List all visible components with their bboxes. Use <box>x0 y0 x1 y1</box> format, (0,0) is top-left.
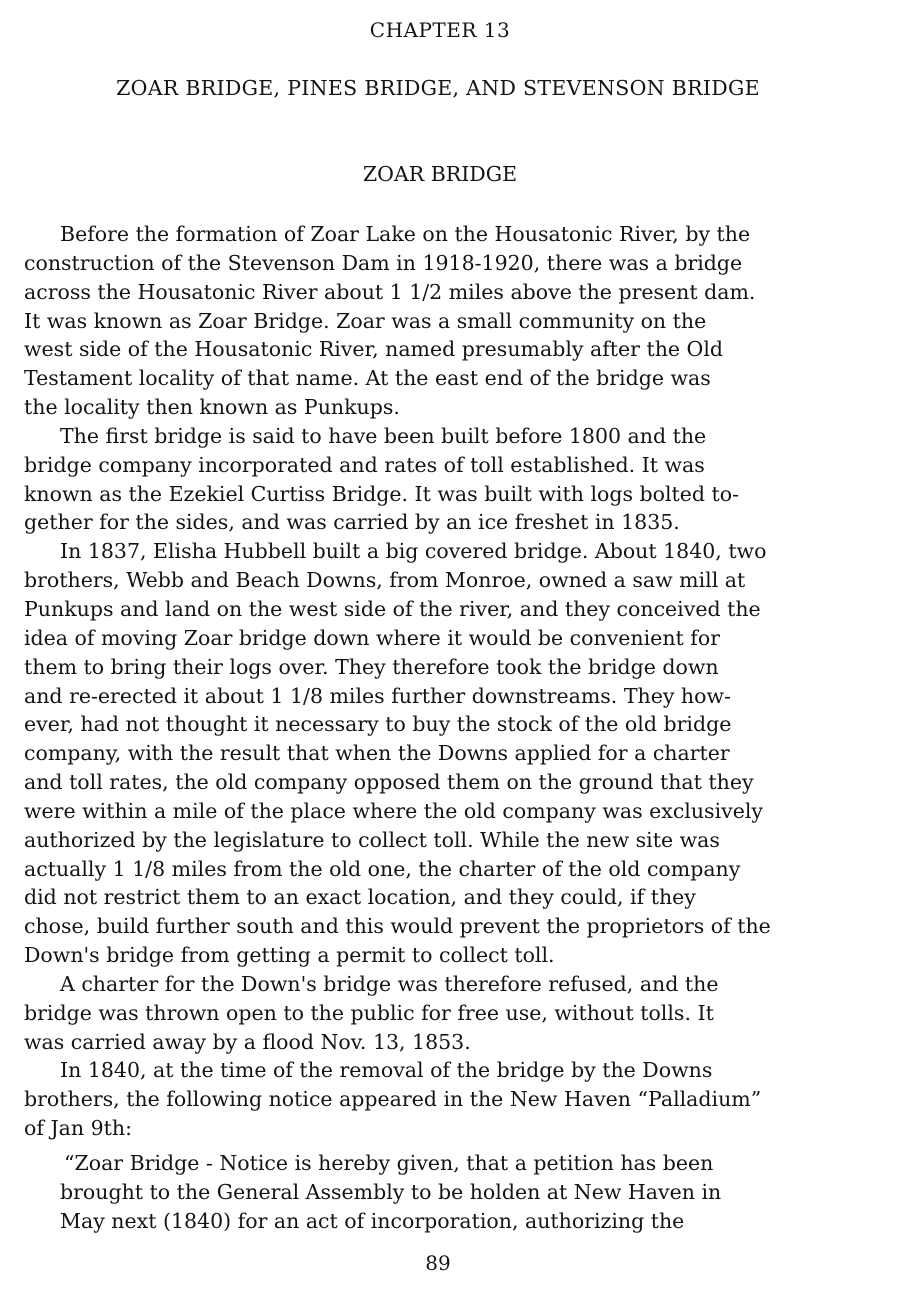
text-line: across the Housatonic River about 1 1/2 miles above the present dam. <box>24 279 756 304</box>
text-line: authorized by the legislature to collect toll. While the new site was <box>24 827 720 852</box>
text-line: In 1837, Elisha Hubbell built a big covered bridge. About 1840, two <box>60 539 767 564</box>
text-line: A charter for the Down's bridge was therefore refused, and the <box>60 971 719 996</box>
text-line: gether for the sides, and was carried by an ice freshet in 1835. <box>24 510 680 535</box>
paragraph <box>24 422 880 537</box>
text-line: and re-erected it about 1 1/8 miles further downstreams. They how- <box>24 683 731 708</box>
text-line: It was known as Zoar Bridge. Zoar was a small community on the <box>24 308 707 333</box>
paragraph <box>24 537 880 970</box>
text-line: bridge company incorporated and rates of toll established. It was <box>24 452 705 477</box>
text-line: Down's bridge from getting a permit to collect toll. <box>24 943 555 968</box>
text-line: brothers, Webb and Beach Downs, from Monroe, owned a saw mill at <box>24 568 746 593</box>
text-line: Testament locality of that name. At the east end of the bridge was <box>24 366 711 391</box>
text-line: company, with the result that when the Downs applied for a charter <box>24 741 730 766</box>
quote-line: May next (1840) for an act of incorporation, authorizing the <box>60 1208 685 1233</box>
paragraph <box>24 1056 880 1143</box>
text-line: actually 1 1/8 miles from the old one, the charter of the old company <box>24 856 741 881</box>
block-quote <box>60 1149 860 1236</box>
quote-line: brought to the General Assembly to be holden at New Haven in <box>60 1179 722 1204</box>
paragraph <box>24 970 880 1057</box>
text-line: was carried away by a flood Nov. 13, 1853. <box>24 1029 471 1054</box>
text-line: brothers, the following notice appeared in the New Haven “Palladium” <box>24 1087 762 1112</box>
text-line: and toll rates, the old company opposed them on the ground that they <box>24 770 754 795</box>
text-line: bridge was thrown open to the public for free use, without tolls. It <box>24 1000 714 1025</box>
text-line: did not restrict them to an exact location, and they could, if they <box>24 885 696 910</box>
section-title: ZOAR BRIDGE <box>362 162 518 186</box>
paragraph <box>24 220 880 422</box>
body-text <box>24 220 880 1143</box>
text-line: them to bring their logs over. They therefore took the bridge down <box>24 654 719 679</box>
chapter-heading: CHAPTER 13 <box>369 18 511 42</box>
text-line: Punkups and land on the west side of the river, and they conceived the <box>24 596 761 621</box>
text-line: the locality then known as Punkups. <box>24 395 400 420</box>
text-line: In 1840, at the time of the removal of the bridge by the Downs <box>60 1058 713 1083</box>
text-line: ever, had not thought it necessary to buy the stock of the old bridge <box>24 712 732 737</box>
text-line: construction of the Stevenson Dam in 1918-1920, there was a bridge <box>24 250 743 275</box>
page-number: 89 <box>425 1251 451 1275</box>
chapter-title: ZOAR BRIDGE, PINES BRIDGE, AND STEVENSON BRIDGE <box>116 76 760 100</box>
text-line: were within a mile of the place where the old company was exclusively <box>24 798 763 823</box>
text-line: Before the formation of Zoar Lake on the Housatonic River, by the <box>60 222 751 246</box>
text-line: idea of moving Zoar bridge down where it would be convenient for <box>24 625 720 650</box>
quote-line: “Zoar Bridge - Notice is hereby given, that a petition has been <box>64 1151 714 1175</box>
text-line: west side of the Housatonic River, named presumably after the Old <box>24 337 724 362</box>
text-line: The first bridge is said to have been built before 1800 and the <box>60 423 707 448</box>
text-line: known as the Ezekiel Curtiss Bridge. It was built with logs bolted to- <box>24 481 740 506</box>
text-line: chose, build further south and this would prevent the proprietors of the <box>24 914 771 939</box>
text-line: of Jan 9th: <box>24 1116 132 1141</box>
